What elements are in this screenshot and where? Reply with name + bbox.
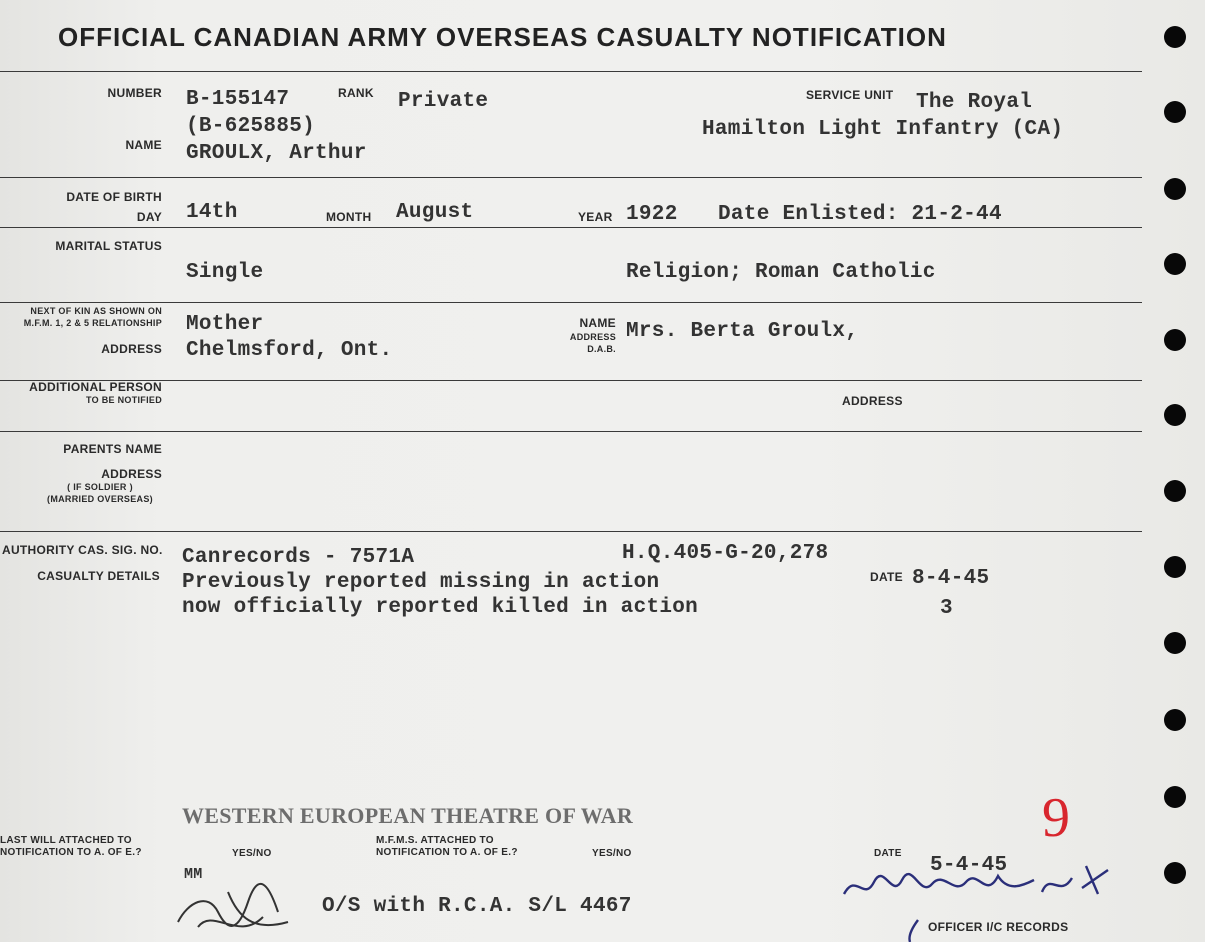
married-overseas-close-paren: ) <box>149 494 153 504</box>
casualty-line-2: now officially reported killed in action <box>182 596 699 619</box>
alt-service-number: (B-625885) <box>186 115 316 138</box>
parents-address-label: ADDRESS <box>101 467 162 481</box>
authority-label: AUTHORITY CAS. SIG. NO. <box>2 543 163 557</box>
nok-name-address-label: ADDRESS <box>569 332 616 342</box>
soldier-name: GROULX, Arthur <box>186 142 367 165</box>
officer-records-label: OFFICER I/C RECORDS <box>928 920 1069 934</box>
hq-reference: H.Q.405-G-20,278 <box>622 542 829 565</box>
theatre-of-war: WESTERN EUROPEAN THEATRE OF WAR <box>182 803 634 828</box>
punch-hole <box>1164 101 1186 123</box>
nok-address-label: ADDRESS <box>101 342 162 356</box>
if-soldier-label <box>38 482 162 492</box>
rule-additional <box>0 431 1142 432</box>
yes-no-label-2: YES/NO <box>592 848 632 859</box>
next-of-kin-label: NEXT OF KIN AS SHOWN ON <box>30 306 162 316</box>
name-label: NAME <box>125 138 162 152</box>
rule-parents <box>0 531 1142 532</box>
married-overseas-text: MARRIED OVERSEAS <box>50 494 150 504</box>
married-overseas-label <box>38 494 162 504</box>
rule-identity <box>0 177 1142 178</box>
punch-hole <box>1164 178 1186 200</box>
punch-hole <box>1164 862 1186 884</box>
mfms-label-1: M.F.M.S. ATTACHED TO <box>376 835 494 846</box>
if-soldier-open-paren: ( <box>67 482 71 492</box>
nok-name-value: Mrs. Berta Groulx, <box>626 320 859 343</box>
additional-person-label: ADDITIONAL PERSON <box>29 380 162 394</box>
red-pencil-mark: 9 <box>1042 787 1070 849</box>
nok-dab-label: D.A.B. <box>587 344 616 354</box>
punch-hole <box>1164 404 1186 426</box>
additional-address-label: ADDRESS <box>842 394 903 408</box>
birth-year: 1922 <box>626 203 678 226</box>
casualty-date-label: DATE <box>870 570 903 584</box>
rule-marital <box>0 302 1142 303</box>
casualty-date: 8-4-45 <box>912 567 990 590</box>
punch-hole <box>1164 329 1186 351</box>
date-of-birth-label: DATE OF BIRTH <box>66 190 162 204</box>
number-label: NUMBER <box>107 86 162 100</box>
punch-hole <box>1164 786 1186 808</box>
month-label: MONTH <box>326 210 372 224</box>
initials: MM <box>184 866 203 883</box>
service-unit-label: SERVICE UNIT <box>806 88 894 102</box>
religion-value: Religion; Roman Catholic <box>626 261 936 284</box>
casualty-line-1: Previously reported missing in action <box>182 571 660 594</box>
punch-hole <box>1164 709 1186 731</box>
form-title: OFFICIAL CANADIAN ARMY OVERSEAS CASUALTY NOTIFICATION <box>58 22 947 52</box>
service-number: B-155147 <box>186 88 290 111</box>
rule-kin <box>0 380 1142 381</box>
rule-birth <box>0 227 1142 228</box>
service-unit-line-2: Hamilton Light Infantry (CA) <box>702 118 1064 141</box>
bottom-date-label: DATE <box>874 848 902 859</box>
mfms-label-2: NOTIFICATION TO A. OF E.? <box>376 847 518 858</box>
last-will-label-2: NOTIFICATION TO A. OF E.? <box>0 847 142 858</box>
year-label: YEAR <box>578 210 613 224</box>
service-unit-line-1: The Royal <box>916 91 1033 114</box>
if-soldier-text: IF SOLDIER <box>73 482 127 492</box>
rule-header <box>0 71 1142 72</box>
punch-hole <box>1164 253 1186 275</box>
date-enlisted: Date Enlisted: 21-2-44 <box>718 203 1002 226</box>
day-label: DAY <box>136 210 162 224</box>
casualty-details-label: CASUALTY DETAILS <box>37 569 160 583</box>
married-overseas-open-paren: ( <box>47 494 51 504</box>
punch-hole <box>1164 632 1186 654</box>
if-soldier-close-paren: ) <box>129 482 133 492</box>
nok-name-label: NAME <box>579 316 616 330</box>
marital-status-value: Single <box>186 261 264 284</box>
parents-name-label: PARENTS NAME <box>63 442 162 456</box>
casualty-date-sub: 3 <box>940 597 953 620</box>
initials-scribble <box>168 872 308 942</box>
relationship-value: Mother <box>186 313 264 336</box>
authority-value: Canrecords - 7571A <box>182 546 415 569</box>
bottom-date-value: 5-4-45 <box>930 854 1008 877</box>
nok-address-value: Chelmsford, Ont. <box>186 339 393 362</box>
punch-hole <box>1164 556 1186 578</box>
punch-hole <box>1164 26 1186 48</box>
rank-value: Private <box>398 90 489 113</box>
rank-label: RANK <box>338 86 374 100</box>
last-will-label-1: LAST WILL ATTACHED TO <box>0 835 132 846</box>
marital-status-label: MARITAL STATUS <box>55 239 162 253</box>
birth-month: August <box>396 201 474 224</box>
os-with-rca: O/S with R.C.A. S/L 4467 <box>322 895 632 918</box>
yes-no-label-1: YES/NO <box>232 848 272 859</box>
punch-hole <box>1164 480 1186 502</box>
to-be-notified-label: TO BE NOTIFIED <box>85 395 162 405</box>
relationship-label: M.F.M. 1, 2 & 5 RELATIONSHIP <box>23 318 162 328</box>
officer-signature <box>836 862 1126 942</box>
birth-day: 14th <box>186 201 238 224</box>
